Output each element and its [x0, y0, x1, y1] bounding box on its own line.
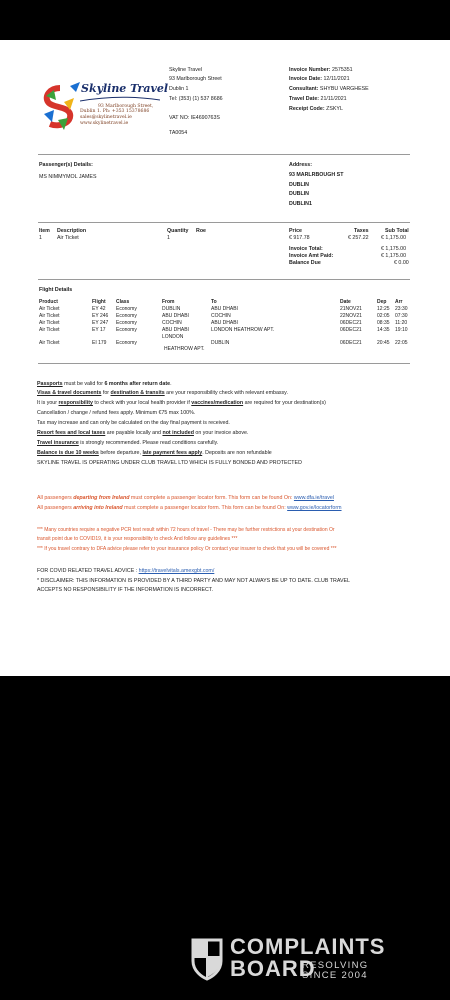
item-quantity: 1	[167, 235, 170, 241]
col-header-quantity: Quantity	[167, 228, 189, 234]
logo-underline-swoosh-icon	[80, 96, 160, 104]
col-header-taxes: Taxes	[354, 228, 369, 234]
company-street: 93 Marlborough Street	[169, 76, 222, 82]
table-row	[39, 320, 411, 327]
flight-to: ABU DHABI	[211, 306, 238, 312]
total-label: Invoice Total:	[289, 246, 323, 252]
logo-swirl-icon	[40, 80, 80, 134]
flight-date: 06DEC21	[340, 320, 362, 326]
terms-insurance: Travel insurance is strongly recommended. Please read conditions carefully.	[37, 440, 219, 446]
total-value: € 1,175.00	[381, 246, 407, 252]
col-header-price: Price	[289, 228, 302, 234]
flight-from: ABU DHABI	[162, 313, 189, 319]
address-label: Address:	[289, 162, 312, 168]
total-label: Balance Due	[289, 260, 321, 266]
terms-resort-fees: Resort fees and local taxes are payable locally and not included on your invoice above.	[37, 430, 249, 436]
total-value: € 1,175.00	[381, 253, 407, 259]
col-header-item: Item	[39, 228, 50, 234]
flight-number: EY 246	[92, 313, 109, 319]
watermark-board: BOARD	[230, 956, 316, 981]
terms-balance: Balance is due 10 weeks before departure, late payment fees apply. Deposits are non refundable	[37, 450, 272, 456]
table-row-from-line2	[39, 346, 411, 353]
flight-product: Air Ticket	[39, 320, 60, 326]
col-header-class: Class	[116, 299, 130, 305]
address-line: DUBLIN	[289, 182, 310, 188]
invoice-travel-date: Travel Date: 21/11/2021	[289, 96, 347, 102]
shield-icon	[190, 937, 224, 981]
company-tel: Tel: (353) (1) 537 8686	[169, 96, 223, 102]
item-description: Air Ticket	[57, 235, 79, 241]
company-city: Dublin 1	[169, 86, 189, 92]
flight-dep: 14:35	[377, 327, 390, 333]
flight-to: ABU DHABI	[211, 320, 238, 326]
logo-website: www.skylinetravel.ie	[80, 121, 129, 126]
terms-health: It is your responsibility to check with your local health provider if vaccines/medication are required for your destination(s)	[37, 400, 326, 406]
col-header-roe: Roe	[196, 228, 207, 234]
covid-departing: All passengers departing from Ireland must complete a passenger locator form. This form can be found On: www.dfa.ie/travel	[37, 495, 334, 501]
covid-advice: FOR COVID RELATED TRAVEL ADVICE : https://travelvitals.amexgbt.com/	[37, 568, 215, 574]
flight-class: Economy	[116, 340, 137, 346]
col-header-from: From	[162, 299, 175, 305]
logo-email: sales@skylinetravel.ie	[80, 115, 132, 120]
terms-visas: Visas & travel documents for destination & transits are your responsibility check with relevant embassy.	[37, 390, 288, 396]
passenger-name: MS NIMMYMOL JAMES	[39, 174, 97, 180]
flight-number: EY 42	[92, 306, 106, 312]
flight-class: Economy	[116, 327, 137, 333]
flight-arr: 19:10	[395, 327, 408, 333]
flight-arr: 23:30	[395, 306, 408, 312]
logo-address: 93 Marlborough Street,	[98, 104, 154, 109]
passenger-label: Passenger(s) Details:	[39, 162, 93, 168]
col-header-to: To	[211, 299, 217, 305]
flight-class: Economy	[116, 320, 137, 326]
flight-from: HEATHROW APT.	[164, 346, 205, 352]
disclaimer-line1: * DISCLAIMER: THIS INFORMATION IS PROVIDED BY A THIRD PARTY AND MAY NOT ALWAYS BE UP TO DATE. CLUB TRAVEL	[37, 578, 350, 584]
flight-date: 06DEC21	[340, 340, 362, 346]
flight-dep: 02:05	[377, 313, 390, 319]
terms-bonded: SKYLINE TRAVEL IS OPERATING UNDER CLUB TRAVEL LTD WHICH IS FULLY BONDED AND PROTECTED	[37, 460, 302, 466]
terms-tax: Tax may increase and can only be calculated on the day final payment is received.	[37, 420, 230, 426]
flight-to: LONDON HEATHROW APT.	[211, 327, 275, 333]
total-value: € 0.00	[394, 260, 409, 266]
watermark-title: COMPLAINTS	[230, 934, 386, 959]
flight-details-title: Flight Details	[39, 287, 73, 293]
address-line: 93 MARLRBOUGH ST	[289, 172, 344, 178]
company-vat: VAT NO: IE4690763S	[169, 115, 220, 121]
company-name: Skyline Travel	[169, 67, 202, 73]
terms-passports: Passports must be valid for 6 months after return date.	[37, 381, 172, 387]
table-row	[39, 327, 411, 334]
item-number: 1	[39, 235, 42, 241]
flight-product: Air Ticket	[39, 340, 60, 346]
invoice-document	[0, 40, 450, 676]
flight-date: 21NOV21	[340, 306, 362, 312]
divider	[38, 363, 410, 364]
col-header-description: Description	[57, 228, 87, 234]
covid-insurance-note: *** If you travel contrary to DFA advice please refer to your insurance policy Or contact your insurer to check that you will be covered ***	[37, 546, 337, 552]
flight-product: Air Ticket	[39, 313, 60, 319]
watermark-since: SINCE 2004	[302, 970, 368, 981]
company-ta: TA0054	[169, 130, 188, 136]
col-header-flight: Flight	[92, 299, 106, 305]
address-line: DUBLIN1	[289, 201, 312, 207]
flight-date: 22NOV21	[340, 313, 362, 319]
flight-arr: 07:30	[395, 313, 408, 319]
flight-date: 06DEC21	[340, 327, 362, 333]
flight-arr: 22:05	[395, 340, 408, 346]
col-header-arr: Arr	[395, 299, 403, 305]
watermark-resolving: RESOLVING	[302, 960, 369, 971]
flight-arr: 11:20	[395, 320, 408, 326]
item-price: € 917.78	[289, 235, 310, 241]
flight-from: ABU DHABI	[162, 327, 189, 333]
covid-pcr-line1: *** Many countries require a negative PCR test result within 72 hours of travel - There may be further restrictions at your destination Or	[37, 527, 335, 533]
flight-to: DUBLIN	[211, 340, 230, 346]
flight-class: Economy	[116, 313, 137, 319]
flight-number: EY 247	[92, 320, 109, 326]
flight-class: Economy	[116, 306, 137, 312]
flight-from: LONDON	[162, 334, 184, 340]
dfa-travel-link[interactable]: www.dfa.ie/travel	[293, 495, 334, 501]
flight-number: EI 179	[92, 340, 107, 346]
invoice-receipt-code: Receipt Code: ZSKYL	[289, 106, 343, 112]
flight-table-header	[39, 299, 411, 306]
flight-product: Air Ticket	[39, 306, 60, 312]
item-taxes: € 257.22	[348, 235, 369, 241]
col-header-product: Product	[39, 299, 58, 305]
item-subtotal: € 1,175.00	[381, 235, 407, 241]
flight-dep: 20:45	[377, 340, 390, 346]
travel-vitals-link[interactable]: https://travelvitals.amexgbt.com/	[138, 568, 215, 574]
logo-text: Skyline Travel	[81, 82, 169, 95]
flight-product: Air Ticket	[39, 327, 60, 333]
invoice-date: Invoice Date: 12/11/2021	[289, 76, 350, 82]
address-line: DUBLIN	[289, 191, 310, 197]
col-header-date: Date	[340, 299, 351, 305]
logo-phone: Dublin 1. Ph: +353 15378686	[80, 109, 150, 114]
company-logo	[40, 80, 169, 134]
col-header-subtotal: Sub Total	[385, 228, 409, 234]
divider	[38, 279, 410, 280]
invoice-consultant: Consultant: SHYBU VARGHESE	[289, 86, 369, 92]
col-header-dep: Dep	[377, 299, 387, 305]
terms-cancellation: Cancellation / change / refund fees apply. Minimum €75 max 100%.	[37, 410, 196, 416]
table-row	[39, 306, 411, 313]
total-label: Invoice Amt Paid:	[289, 253, 334, 259]
covid-pcr-line2: transit point due to COVID19, it is your responsibility to check And follow any guidelines ***	[37, 536, 238, 542]
complaints-board-watermark	[190, 936, 405, 982]
locator-form-link[interactable]: www.gov.ie/locatorform	[287, 505, 342, 511]
divider	[38, 154, 410, 155]
invoice-number: Invoice Number: 2575351	[289, 67, 353, 73]
flight-from: COCHIN	[162, 320, 182, 326]
covid-arriving: All passengers arriving into Ireland must complete a passenger locator form. This form can be found On: www.gov.ie/locatorform	[37, 505, 342, 511]
flight-number: EY 17	[92, 327, 106, 333]
flight-dep: 12:25	[377, 306, 390, 312]
disclaimer-line2: ACCEPTS NO RESPONSIBILITY IF THE INFORMATION IS INCORRECT.	[37, 587, 213, 593]
flight-to: COCHIN	[211, 313, 231, 319]
flight-dep: 08:35	[377, 320, 390, 326]
divider	[38, 222, 410, 223]
flight-from: DUBLIN	[162, 306, 181, 312]
table-row	[39, 313, 411, 320]
